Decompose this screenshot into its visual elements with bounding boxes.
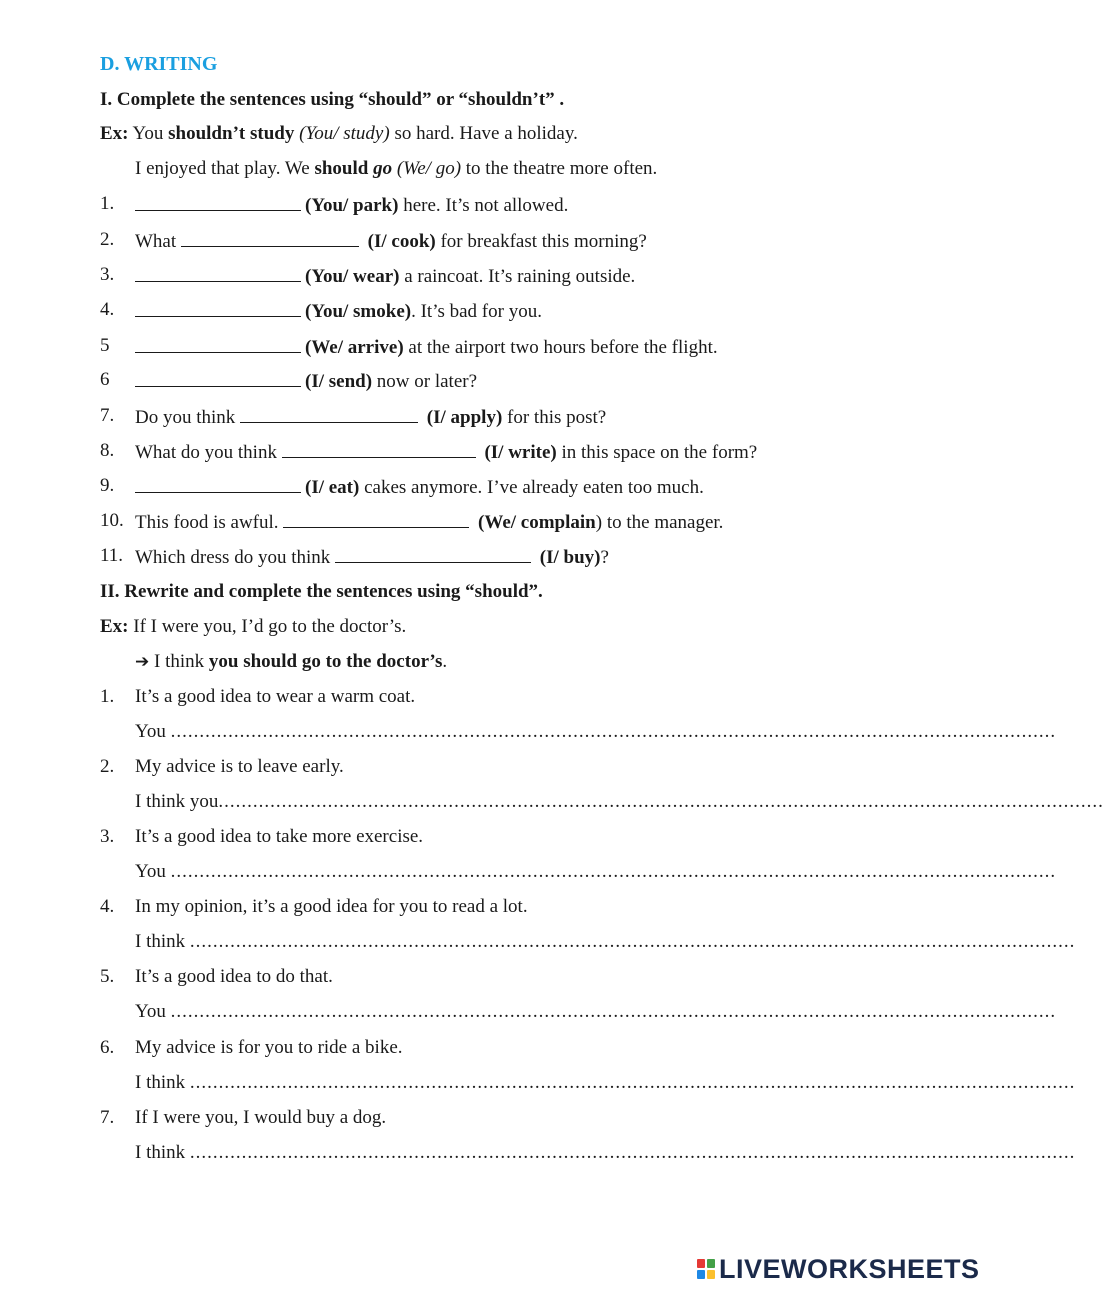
item-number: 1. (100, 686, 115, 707)
item-number: 2. (100, 756, 115, 777)
answer-line[interactable]: I think you.......................................................................................................................................................... (135, 791, 1104, 812)
item-number: 9. (100, 475, 115, 496)
item-number: 6 (100, 369, 110, 390)
item-prompt: It’s a good idea to take more exercise. (135, 826, 424, 847)
item-number: 7. (100, 405, 115, 426)
answer-blank[interactable] (135, 334, 301, 353)
logo-text: LIVEWORKSHEETS (719, 1253, 980, 1284)
answer-line[interactable]: You .......................................................................................................................................................... (135, 1001, 1057, 1022)
item-prompt: It’s a good idea to do that. (135, 966, 333, 987)
answer-blank[interactable] (135, 368, 301, 387)
item-number: 8. (100, 440, 115, 461)
part1-example-1: Ex: You shouldn’t study (You/ study) so hard. Have a holiday. (100, 123, 578, 144)
answer-blank[interactable] (135, 263, 301, 282)
liveworksheets-logo (697, 1254, 980, 1284)
item-prompt: It’s a good idea to wear a warm coat. (135, 686, 416, 707)
part2-example-answer: ➔ I think you should go to the doctor’s. (135, 651, 448, 672)
item-number: 6. (100, 1037, 115, 1058)
part2-example: Ex: If I were you, I’d go to the doctor’s. (100, 616, 407, 637)
item-prompt: In my opinion, it’s a good idea for you to read a lot. (135, 896, 528, 917)
arrow-right-icon: ➔ (135, 652, 150, 672)
answer-line[interactable]: I think .......................................................................................................................................................... (135, 931, 1076, 952)
answer-blank[interactable] (282, 439, 476, 458)
item-number: 2. (100, 229, 115, 250)
answer-line[interactable]: I think .......................................................................................................................................................... (135, 1142, 1076, 1163)
logo-block (707, 1259, 715, 1268)
answer-line[interactable]: You .......................................................................................................................................................... (135, 861, 1057, 882)
answer-blank[interactable] (283, 509, 469, 528)
item-number: 3. (100, 264, 115, 285)
item-prompt: If I were you, I would buy a dog. (135, 1107, 387, 1128)
part1-example-2: I enjoyed that play. We should go (We/ go) to the theatre more often. (135, 158, 658, 179)
part1-heading: I. Complete the sentences using “should” or “shouldn’t” . (100, 89, 565, 110)
part2-heading: II. Rewrite and complete the sentences using “should”. (100, 581, 543, 602)
item-number: 11. (100, 545, 124, 566)
answer-blank[interactable] (335, 544, 531, 563)
item-number: 1. (100, 193, 115, 214)
answer-blank[interactable] (181, 228, 359, 247)
logo-block (707, 1270, 715, 1279)
item-prompt: My advice is to leave early. (135, 756, 344, 777)
item-number: 7. (100, 1107, 115, 1128)
item-number: 5 (100, 335, 110, 356)
section-title: D. WRITING (100, 53, 218, 75)
item-prompt: My advice is for you to ride a bike. (135, 1037, 403, 1058)
answer-blank[interactable] (240, 404, 418, 423)
logo-block (697, 1259, 705, 1268)
answer-blank[interactable] (135, 474, 301, 493)
item-number: 5. (100, 966, 115, 987)
logo-block (697, 1270, 705, 1279)
logo-blocks-icon (697, 1259, 715, 1279)
item-number: 4. (100, 299, 115, 320)
answer-blank[interactable] (135, 192, 301, 211)
item-number: 10. (100, 510, 124, 531)
item-number: 3. (100, 826, 115, 847)
answer-line[interactable]: I think .......................................................................................................................................................... (135, 1072, 1076, 1093)
answer-line[interactable]: You .......................................................................................................................................................... (135, 721, 1057, 742)
item-number: 4. (100, 896, 115, 917)
answer-blank[interactable] (135, 298, 301, 317)
worksheet-page: D. WRITING I. Complete the sentences using “should” or “shouldn’t” . Ex: You shouldn’t study (You/ study) so hard. Have a holiday. I enjoyed that play. We should go (We/ go) to the theatre more often. 1. (You/ park) here. It’s not allowed. 2. What (I/ cook) for breakfast this morning? 3. (You/ wear) a raincoat. It’s raining outside. 4. (You/ smoke). It’s bad for you. 5 (We/ arrive) at the airport two hours before the flight. 6 (I/ send) now or later? 7. Do you think (I/ apply) for this post? 8. What do you think (I/ write) in this space on the form? 9. (I/ eat) cakes anymore. I’ve already eaten too much. 10. This food is awful. (We/ complain) to the manager. 11. Which dress do you think (I/ buy)? II. Rewrite and complete the sentences using “should”. Ex: If I were you, I’d go to the doctor’s. ➔ I think you should go to the doctor’s. 1. It’s a good idea to wear a warm coat. You .......................................................................................................................................................... 2. My advice is to leave early. I think you.......................................................................................................................................................... 3. It’s a good idea to take more exercise. You .......................................................................................................................................................... 4. In my opinion, it’s a good idea for you to read a lot. I think .......................................................................................................................................................... 5. It’s a good idea to do that. You .......................................................................................................................................................... 6. My advice is for you to ride a bike. I think .......................................................................................................................................................... 7. If I were you, I would buy a dog. I think .......................................................................................................................................................... LIVEWORKSHEETS (100, 53, 1104, 1284)
